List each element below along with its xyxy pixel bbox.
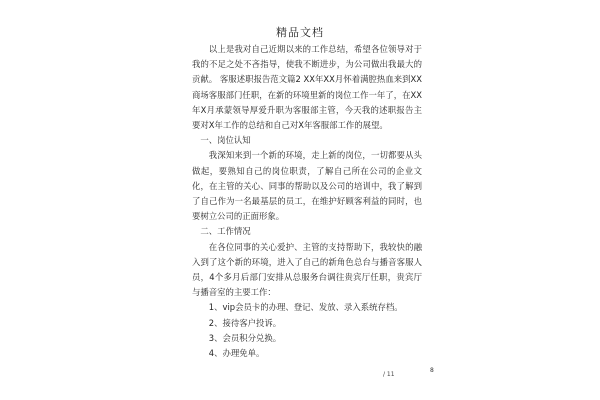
paragraph-work-status: 在各位同事的关心爱护、主管的支持帮助下，我较快的融入到了这个新的环境，进入了自己的新角色总台与播音客服人员，4个多月后部门安排从总服务台调往贵宾厅任职，贵宾厅与播音室的主要工作： bbox=[192, 241, 422, 298]
corner-mark: 8 bbox=[430, 367, 434, 374]
list-item: 4、办理免单。 bbox=[208, 348, 265, 359]
list-item: 2、接待客户投诉。 bbox=[208, 317, 282, 328]
paragraph-job-awareness: 我深知来到一个新的环境，走上新的岗位，一切都要从头做起，要熟知自己的岗位职责，了解自己所在公司的企业文化，在主管的关心、同事的帮助以及公司的培训中，我了解到了自己作为一名最基层的员工，在维护好顾客利益的同时，也要树立公司的正面形象。 bbox=[192, 150, 422, 222]
section-heading-work-status: 二、工作情况 bbox=[200, 226, 251, 237]
paragraph-closing-and-intro: 以上是我对自己近期以来的工作总结，希望各位领导对于我的不足之处不吝指导，使我不断进步，为公司做出我最大的贡献。 客服述职报告范文篇2 XX年XX月怀着满腔热血来到XX商场客服部门任职，在新的环境里新的岗位工作一年了，在XX年X月承蒙领导厚爱升职为客服部主管，今天我的述职报告主要对X年工作的总结和自己对X年客服部工作的展望。 bbox=[192, 44, 422, 131]
page-number: / 11 bbox=[383, 371, 395, 378]
document-body bbox=[192, 42, 422, 361]
document-header-title: 精品文档 bbox=[276, 26, 324, 39]
list-item: 1、vip会员卡的办理、登记、发放、录入系统存档。 bbox=[208, 302, 403, 313]
list-item: 3、会员积分兑换。 bbox=[208, 332, 282, 343]
section-heading-job-awareness: 一、岗位认知 bbox=[200, 135, 251, 146]
